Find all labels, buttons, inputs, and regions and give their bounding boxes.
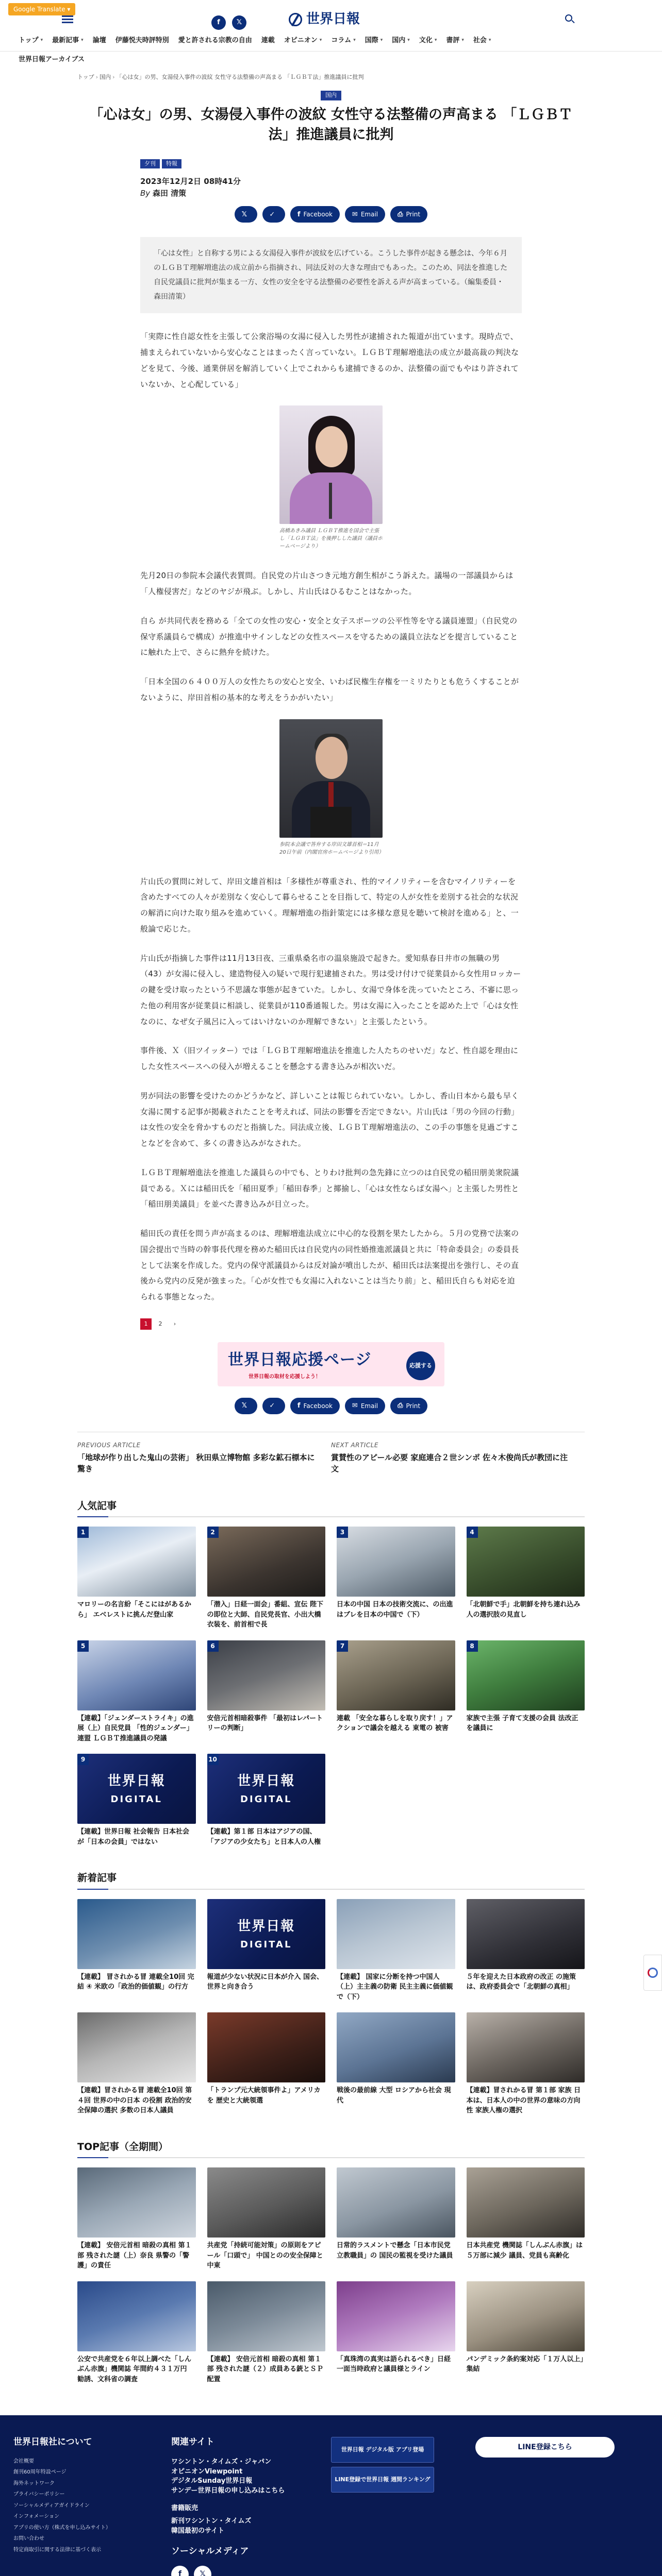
line-ranking-banner[interactable]: LINE登録で世界日報 週間ランキング: [331, 2467, 434, 2493]
main-navigation: [0, 30, 662, 52]
article-thumbnail[interactable]: [337, 1640, 455, 1710]
footer-link[interactable]: 会社概要: [13, 2458, 34, 2464]
support-banner-title: 世界日報応援ページ: [228, 1350, 372, 1369]
site-logo[interactable]: [289, 9, 360, 29]
print-icon: ⎙: [398, 1402, 403, 1410]
brand-subtitle: DIGITAL: [110, 1794, 162, 1805]
publish-date: 2023年12月2日 08時41分: [140, 177, 241, 187]
article-card[interactable]: [337, 1527, 455, 1630]
next-page-button[interactable]: ›: [173, 1320, 176, 1327]
nav-item-label: 愛と許される宗教の自由: [178, 36, 252, 44]
breadcrumb: [0, 68, 662, 82]
article-card-title[interactable]: ５年を迎えた日本政府の改正 の施策は、政府委員会で「北朝鮮の真相」: [466, 1973, 576, 1991]
brand-title: 世界日報: [237, 1773, 295, 1789]
chevron-down-icon: ▾: [319, 37, 322, 43]
line-register-button[interactable]: LINE登録こちら: [475, 2437, 615, 2458]
brand-title: 世界日報: [107, 1773, 166, 1789]
article-card-title[interactable]: 日本共産党 機関誌「しんぶん赤旗」は５万部に減少 議員、党員も高齢化: [466, 2242, 583, 2260]
rank-badge: 8: [467, 1640, 478, 1652]
article-thumbnail[interactable]: [467, 2012, 585, 2082]
next-article-label: NEXT ARTICLE: [331, 1441, 378, 1449]
article-card-title[interactable]: 【連載】世界日報 社会報告 日本社会 が「日本の会員」ではない: [77, 1828, 190, 1846]
article-card[interactable]: [467, 2167, 585, 2271]
previous-article-title: 「地球が作り出した鬼山の芸術」 秋田県立博物館 多彩な鉱石標本に驚き: [77, 1452, 315, 1474]
article-card[interactable]: [77, 1754, 196, 1847]
chevron-down-icon: ▾: [461, 37, 464, 43]
article-title: 「心は女」の男、女湯侵入事件の波紋 女性守る法整備の声高まる 「ＬＧＢＴ法」推進議員に批判: [89, 106, 573, 143]
nav-item[interactable]: [446, 36, 473, 46]
article-card-title[interactable]: 「トランプ元大統領事件よ」アメリカを 歴史と大統領選: [207, 2087, 321, 2105]
article-thumbnail[interactable]: [207, 1527, 326, 1597]
article-thumbnail[interactable]: [77, 1640, 196, 1710]
nav-item[interactable]: [365, 36, 392, 46]
support-banner-badge: 応援する: [406, 1351, 435, 1380]
popular-articles-section: [77, 1499, 585, 1848]
chevron-down-icon: ▾: [488, 37, 491, 43]
photo-prime-minister[interactable]: [279, 719, 383, 838]
share-facebook-button[interactable]: [290, 206, 340, 223]
page-number-button[interactable]: 1: [140, 1318, 152, 1330]
article-card[interactable]: [77, 1640, 196, 1744]
digital-brand-image: [207, 1754, 326, 1824]
article-card-title[interactable]: 【連載】冒されかる冒 連載全10回 第４回 世界の中の日本 の役割 政治的安全保障の選択 多数の日本人議員: [77, 2087, 192, 2115]
article-card-title[interactable]: 「真珠湾の真実は語られるべき」日経一面当時政府と議員様とライン: [337, 2355, 451, 2374]
menu-icon[interactable]: [62, 15, 73, 24]
article-card[interactable]: [207, 1527, 326, 1630]
brand-title: 世界日報: [237, 1918, 295, 1934]
share-email-button[interactable]: [345, 1398, 385, 1414]
rank-badge: 5: [77, 1640, 89, 1652]
header-social-links: [211, 15, 246, 30]
article-card-title[interactable]: パンデミック条約案対応「１万人以上」集結: [466, 2355, 584, 2374]
footer-books-title: 書籍販売: [171, 2504, 198, 2513]
nav-item[interactable]: [284, 36, 332, 46]
check-icon: ✓: [269, 1402, 275, 1410]
article-card[interactable]: [337, 2281, 455, 2385]
share-button-label: Facebook: [303, 1402, 333, 1410]
next-article-link[interactable]: [331, 1440, 585, 1475]
footer-related-link[interactable]: サンデー世界日報の申し込みはこちら: [171, 2487, 285, 2495]
share-button-label: Email: [360, 211, 378, 218]
x-twitter-icon: 𝕏: [241, 210, 247, 218]
article-card-title[interactable]: 連載 「安全な暮らしを取り戻す！」アクションで議会を越える 東電の 被害: [337, 1714, 453, 1733]
share-button-label: Print: [406, 211, 421, 218]
footer-related: [171, 2436, 331, 2576]
article-card-title[interactable]: 【連載】冒されかる冒 第１部 家族 日本は、日本人の中の世界の意味の方向性 家族人権の選択: [466, 2087, 581, 2115]
footer-about: [11, 2436, 171, 2576]
article-paragraph: 「実際に性自認女性を主張して公衆浴場の女湯に侵入した男性が逮捕された報道が出ています。現時点で、捕まえられていないから安心なことはまったく言っていない。ＬＧＢＴ理解増進法の成立が最高裁の判決などを見て、今後、通業併居を解消していく上でこれからも逮捕できるのか、法整備の面でもやはり許されていないか、と心配している」: [140, 332, 519, 389]
x-twitter-icon[interactable]: 𝕏: [232, 15, 246, 30]
article-card[interactable]: [77, 1527, 196, 1630]
article-tags: [140, 159, 522, 169]
article-thumbnail[interactable]: [77, 2012, 196, 2082]
nav-item-label: トップ: [19, 36, 39, 44]
article-thumbnail[interactable]: [77, 1754, 196, 1824]
share-facebook-button[interactable]: [290, 1398, 340, 1414]
nav-item[interactable]: [52, 36, 93, 46]
nav-item-label: 国内: [392, 36, 406, 44]
article-thumbnail[interactable]: [77, 1527, 196, 1597]
article-thumbnail[interactable]: [467, 2281, 585, 2351]
recaptcha-badge[interactable]: [643, 1955, 662, 1991]
chevron-down-icon: ▾: [353, 37, 356, 43]
chevron-down-icon: ▾: [434, 37, 437, 43]
article-paragraph: 片山氏が指摘した事件は11月13日夜、三重県桑名市の温泉施設で起きた。愛知県春日井市の無職の男（43）が女湯に侵入し、建造物侵入の疑いで現行犯逮捕された。男は受け付けで従業員から女性用ロッカーの鍵を受け取ったという不思議な事態が起きていた。しかし、女湯で身体を洗っていたところ、不審に思った他の利用客が従業員に相談し、従業員が110番通報した。男は女湯に入ったことを認めた上で「心は女性なのに、なぜ女子風呂に入ってはいけないのか理解できない」と主張したという。: [140, 953, 521, 1026]
email-icon: ✉: [352, 1402, 358, 1410]
facebook-icon: f: [297, 210, 301, 218]
article-card[interactable]: [207, 2281, 326, 2385]
author-name[interactable]: 森田 清策: [152, 188, 187, 198]
nav-item-label: 国際: [365, 36, 378, 44]
nav-item[interactable]: [115, 36, 178, 46]
recaptcha-icon: [648, 1968, 658, 1978]
footer-related-link[interactable]: オピニオンViewpoint: [171, 2467, 243, 2476]
article-paragraph: 事件後、Ｘ（旧ツイッター）では「ＬＧＢＴ理解増進法を推進した人たちのせいだ」など、性自認を理由にした女性スペースへの侵入が増えることを懸念する書き込みが相次いだ。: [140, 1046, 519, 1072]
article-thumbnail[interactable]: [337, 2167, 455, 2238]
breadcrumb-item[interactable]: トップ: [77, 73, 94, 80]
rank-badge: 2: [207, 1527, 219, 1538]
byline: [140, 188, 522, 199]
article-card[interactable]: [337, 1640, 455, 1744]
footer-related-link[interactable]: デジタルSunday世界日報: [171, 2477, 253, 2485]
article-card[interactable]: [467, 1899, 585, 2003]
article-card-title[interactable]: 安倍元首相暗殺事件 「最初はレパートリーの判断」: [207, 1714, 323, 1733]
article-card-title[interactable]: 公安で共産党を６年以上調べた「しんぶん赤旗」機関誌 年間約４３１万円 勧誘、文科省の調査: [77, 2355, 192, 2383]
previous-article-label: PREVIOUS ARTICLE: [77, 1441, 141, 1449]
article-paragraph: 自ら が共同代表を務める「全ての女性の安心・安全と女子スポーツの公平性等を守る議員連盟」（自民党の保守系議員らで構成）が推進中サインしなどの女性スペースを守るための議員立法などを提言していることに触れた上で、さらに熱弁を続けた。: [140, 616, 518, 657]
top-articles-section: [77, 2140, 585, 2385]
share-x-button[interactable]: [235, 1398, 257, 1414]
article-card[interactable]: [467, 2012, 585, 2116]
email-icon: ✉: [352, 210, 358, 218]
figure-2: [279, 719, 383, 856]
brand-subtitle: DIGITAL: [240, 1794, 292, 1805]
nav-item-label: 連載: [261, 36, 275, 44]
nav-item[interactable]: [419, 36, 446, 46]
article-card-title[interactable]: 日常的ラスメントで懸念「日本市民党立教職員」の 国民の監視を受けた議員: [337, 2242, 453, 2260]
article-thumbnail[interactable]: [467, 1527, 585, 1597]
article-paragraph: ＬＧＢＴ理解増進法を推進した議員らの中でも、とりわけ批判の急先鋒に立つのは自民党の稲田朋美衆院議員である。Ｘには稲田氏を「稲田夏季」「稲田春季」と揶揄し、「心は女性ならば女湯へ」と主張した男性と「稲田朋美議員」を並べた書き込みが目立った。: [140, 1167, 519, 1209]
share-button-label: Facebook: [303, 211, 333, 218]
nav-item[interactable]: [261, 36, 284, 46]
article-tag[interactable]: 夕刊: [140, 159, 160, 169]
article-card[interactable]: [77, 1899, 196, 2003]
article-card[interactable]: [467, 1640, 585, 1744]
article: [77, 81, 585, 1414]
footer-related-link[interactable]: ワシントン・タイムズ・ジャパン: [171, 2458, 272, 2466]
pagination: [140, 1318, 522, 1330]
footer-social-title: ソーシャルメディア: [171, 2546, 249, 2557]
article-thumbnail[interactable]: [467, 1899, 585, 1969]
article-card-title[interactable]: 【連載】 安倍元首相 暗殺の真相 第１部 残された謎（２）成員ある銃とＳＰ配置: [207, 2355, 324, 2383]
chevron-down-icon: ▾: [40, 37, 43, 43]
support-banner[interactable]: [218, 1342, 444, 1386]
article-thumbnail[interactable]: [77, 1899, 196, 1969]
share-email-button[interactable]: [345, 206, 385, 223]
article-card-title[interactable]: 【連載】「ジェンダーストライキ」の進展（上）自民党員 「性的ジェンダー」連盟 ＬＧＢＴ推進議員の発議: [77, 1714, 194, 1742]
article-thumbnail[interactable]: [207, 1640, 326, 1710]
article-thumbnail[interactable]: [467, 1640, 585, 1710]
footer-link[interactable]: 創刊60周年特設ページ: [13, 2469, 67, 2476]
previous-article-link[interactable]: [77, 1440, 331, 1475]
article-card[interactable]: [337, 1899, 455, 2003]
share-button-label: Print: [406, 1402, 421, 1410]
article-thumbnail[interactable]: [207, 2167, 326, 2238]
nav-item-label: コラム: [331, 36, 352, 44]
digital-brand-image: [77, 1754, 196, 1824]
article-card-title[interactable]: 共産党「持続可能対策」の原則をアピール「口頭で」 中国とのの安全保障と中東: [207, 2242, 323, 2270]
article-thumbnail[interactable]: [337, 2281, 455, 2351]
article-tag[interactable]: 特報: [162, 159, 181, 169]
facebook-icon: f: [297, 1402, 301, 1410]
article-thumbnail[interactable]: [77, 2281, 196, 2351]
recent-articles-section: [77, 1871, 585, 2116]
footer-link[interactable]: インフォメーション: [13, 2514, 60, 2520]
article-thumbnail[interactable]: [337, 1527, 455, 1597]
footer-link[interactable]: 特定商取引に関する法律に基づく表示: [13, 2547, 101, 2553]
article-paragraph: 稲田氏の責任を問う声が高まるのは、理解増進法成立に中心的な役割を果たしたから。５月の党務で法案の国会提出で当時の幹事長代理を務めた稲田氏は自民党内の同性婚推進派議員と共に「特命委員会」の委員長として法案を作成した。党内の保守派議員からは反対論が噴出したが、稲田氏は法案提出を強行し、その直後から党内の反発が強まった。「心が女性でも女湯に入れないことは当たり前」と、稲田氏自らも対応を迫られる事態となった。: [140, 1229, 519, 1302]
article-thumbnail[interactable]: [77, 2167, 196, 2238]
figure-1: [279, 405, 383, 550]
nav-item-label: 最新記事: [52, 36, 79, 44]
article-card[interactable]: [467, 1527, 585, 1630]
nav-item-label: 文化: [419, 36, 433, 44]
check-icon: ✓: [269, 210, 275, 218]
article-card[interactable]: [77, 2281, 196, 2385]
photo-politician-woman[interactable]: [279, 405, 383, 524]
facebook-icon[interactable]: f: [211, 15, 226, 30]
article-card-title[interactable]: 戦後の最前線 大型 ロシアから社会 現代: [337, 2087, 451, 2105]
footer-about-title: 世界日報社について: [13, 2437, 92, 2448]
share-button-label: Email: [360, 1402, 378, 1410]
share-x-button[interactable]: [235, 206, 257, 223]
share-print-button[interactable]: [390, 206, 427, 223]
x-twitter-icon: 𝕏: [241, 1402, 247, 1410]
rank-badge: 9: [77, 1754, 89, 1765]
article-card[interactable]: [337, 2167, 455, 2271]
rank-badge: 4: [467, 1527, 478, 1538]
article-paragraph: 先月20日の参院本会議代表質問。自民党の片山さつき元地方創生相がこう訴えた。議場の一部議員からは「人権侵害だ」などのヤジが飛ぶ。しかし、片山氏はひるむことはなかった。: [140, 571, 514, 597]
nav-item[interactable]: [392, 36, 419, 46]
footer-books-link[interactable]: 韓国最初のサイト: [171, 2527, 225, 2535]
share-print-button[interactable]: [390, 1398, 427, 1414]
article-card[interactable]: [467, 2281, 585, 2385]
next-article-title: 賞賛性のアピール必要 家庭連合２世シンポ 佐々木俊尚氏が教団に注文: [331, 1452, 568, 1474]
chevron-down-icon: ▾: [380, 37, 383, 43]
chevron-down-icon: ▾: [81, 37, 84, 43]
footer-link[interactable]: ソーシャルメディアガイドライン: [13, 2502, 90, 2509]
article-card-title[interactable]: 【連載】 冒されかる冒 連載全10回 完結 ④ 米欧の「政治的価値観」の行方: [77, 1973, 194, 1991]
article-thumbnail[interactable]: [207, 2281, 326, 2351]
article-card[interactable]: [207, 2012, 326, 2116]
share-buttons-bottom: [77, 1398, 585, 1414]
article-card-title[interactable]: 日本の中国 日本の技術交流に、の出進はブレを日本の中国で（下）: [337, 1601, 453, 1619]
nav-item-label: 社会: [473, 36, 487, 44]
article-card[interactable]: [207, 2167, 326, 2271]
facebook-icon[interactable]: f: [171, 2566, 189, 2576]
article-paragraph: 男が同法の影響を受けたのかどうかなど、詳しいことは報じられていない。しかし、香山日本から最も早く女湯に関する記事が掲載されたことを考えれば、同法の影響を否定できない。片山氏は「男の今回の行動」は女性の安全を脅かすものだと指摘した。同法成立後、ＬＧＢＴ理解増進法の、この手の事態を見過ごすことなどを含めて、多くの書き込みがなされた。: [140, 1091, 519, 1148]
share-hatena-button[interactable]: [262, 206, 285, 223]
article-card-title[interactable]: 【連載】 国家に分断を持つ中国人（上）主主義の防衛 民主主義に価値観で（下）: [337, 1973, 453, 2001]
footer-link[interactable]: プライバシーポリシー: [13, 2492, 65, 2498]
google-translate-button[interactable]: Google Translate ▾: [8, 3, 75, 15]
article-card[interactable]: [337, 2012, 455, 2116]
rank-badge: 7: [337, 1640, 348, 1652]
article-card[interactable]: [207, 1640, 326, 1744]
rank-badge: 6: [207, 1640, 219, 1652]
article-thumbnail[interactable]: [207, 2012, 326, 2082]
top-section-title: TOP記事（全期間）: [77, 2140, 585, 2162]
nav-item-label: 伊藤悦夫時評特別: [115, 36, 169, 44]
x-twitter-icon[interactable]: 𝕏: [194, 2566, 211, 2576]
article-card-title[interactable]: 【連載】第１部 日本はアジアの国、「アジアの少女たち」と日本人の人権: [207, 1828, 321, 1846]
breadcrumb-item: 「心は女」の男、女湯侵入事件の波紋 女性守る法整備の声高まる 「ＬＧＢＴ法」推進議員に批判: [116, 73, 364, 80]
footer-related-title: 関連サイト: [171, 2437, 214, 2448]
article-thumbnail[interactable]: [207, 1899, 326, 1969]
article-thumbnail[interactable]: [207, 1754, 326, 1824]
article-card-title[interactable]: 報道が少ない状況に日本が介入 国会、世界と向き合う: [207, 1973, 324, 1991]
popular-section-title: 人気記事: [77, 1499, 585, 1521]
brand-subtitle: DIGITAL: [240, 1939, 292, 1950]
globe-logo-icon: [289, 13, 302, 26]
breadcrumb-separator: ›: [95, 73, 98, 80]
footer-link[interactable]: お問い合わせ: [13, 2536, 44, 2542]
article-card-title[interactable]: 家族で主張 子育て支援の会員 法改正を議員に: [466, 1714, 578, 1733]
breadcrumb-separator: ›: [112, 73, 115, 80]
article-thumbnail[interactable]: [337, 2012, 455, 2082]
search-icon[interactable]: [565, 14, 575, 25]
footer-books-link[interactable]: 新刊ワシントン・タイムズ: [171, 2517, 252, 2525]
page-number-button[interactable]: 2: [158, 1320, 162, 1327]
rank-badge: 1: [77, 1527, 89, 1538]
article-paragraph: 「日本全国の６４００万人の女性たちの安心と安全、いわば民権生存権を一ミリたりとも危うくすることがないように、岸田首相の基本的な考えをうかがいたい」: [140, 677, 519, 702]
footer-banners: [331, 2436, 475, 2576]
nav-item-label: オピニオン: [284, 36, 318, 44]
breadcrumb-item[interactable]: 国内: [100, 73, 111, 80]
chevron-down-icon: ▾: [407, 37, 410, 43]
top-bar: [0, 0, 662, 30]
nav-item-label: 書評: [446, 36, 460, 44]
article-card[interactable]: [207, 1754, 326, 1847]
app-banner[interactable]: 世界日報 デジタル版 アプリ登場: [331, 2437, 434, 2463]
article-card[interactable]: [207, 1899, 326, 2003]
article-thumbnail[interactable]: [337, 1899, 455, 1969]
site-logo-text: 世界日報: [306, 11, 360, 27]
share-buttons-top: [77, 206, 585, 223]
nav-item[interactable]: [473, 36, 501, 46]
site-footer: [0, 2415, 662, 2576]
nav-item[interactable]: [331, 36, 365, 46]
article-paragraph: 片山氏の質問に対して、岸田文雄首相は「多様性が尊重され、性的マイノリティーを含むマイノリティーを含めたすべての人々が差別なく安心して暮らせることを目指して、特定の人が女性を差別する社会的な状況の解消に向けた取り組みを進めていく。理解増進の指針策定には多様な意見を聴いて検討を進める」と、一般論で応じた。: [140, 876, 519, 934]
footer-link[interactable]: 海外ネットワーク: [13, 2480, 55, 2486]
nav-item[interactable]: [178, 36, 261, 46]
footer-link[interactable]: アプリの使い方（株式を申し込みサイト）: [13, 2524, 111, 2531]
nav-item[interactable]: [19, 36, 52, 46]
figure-1-caption: 高橋あきみ議員 ＬＧＢＴ推進を国会で主張し「ＬＧＢＴ法」を後押しした議員（議員ホームページより）: [279, 528, 383, 550]
rank-badge: 10: [207, 1754, 219, 1765]
category-badge[interactable]: 国内: [321, 91, 341, 100]
article-lead: 「心は女性」と自称する男による女湯侵入事件が波紋を広げている。こうした事件が起きる懸念は、今年６月のＬＧＢＴ理解増進法の成立前から指摘され、同法反対の大きな理由でもあった。このため、同法を推進した自民党議員に批判が集まる一方、女性の安全を守る法整備の必要性を訴える声が高まっている。（編集委員・森田清策）: [140, 237, 522, 313]
digital-brand-image: [207, 1899, 326, 1969]
figure-2-caption: 参院本会議で答弁する岸田文雄首相＝11月20日午前（内閣官房ホームページより引用）: [279, 841, 384, 855]
nav-item-archives[interactable]: 世界日報アーカイブス: [19, 56, 85, 63]
article-card-title[interactable]: 【連載】 安倍元首相 暗殺の真相 第１部 残された謎（上）奈良 県警の「警護」の責任: [77, 2242, 192, 2270]
article-navigation: [77, 1432, 585, 1475]
print-icon: ⎙: [398, 210, 403, 218]
article-card-title[interactable]: 「北朝鮮で手」北朝鮮を持ち連れ込み人の選択肢の見直し: [466, 1601, 581, 1619]
article-card[interactable]: [77, 2012, 196, 2116]
article-card-title[interactable]: 「潜入」日経一面会」番組、宣伝 陛下の即位と大師、自民党長官、小出大橋衣装を、前首相で長: [207, 1601, 324, 1629]
recent-section-title: 新着記事: [77, 1871, 585, 1893]
article-card-title[interactable]: マロリーの名言紛「そこにはがあるから」 エベレストに挑んだ登山家: [77, 1601, 192, 1619]
nav-item-label: 論壇: [92, 36, 106, 44]
nav-item[interactable]: [93, 36, 115, 46]
share-hatena-button[interactable]: [262, 1398, 285, 1414]
support-banner-subtitle: 世界日報の取材を応援しよう！: [249, 1374, 321, 1380]
article-thumbnail[interactable]: [467, 2167, 585, 2238]
rank-badge: 3: [337, 1527, 348, 1538]
byline-prefix: By: [140, 188, 151, 198]
article-card[interactable]: [77, 2167, 196, 2271]
